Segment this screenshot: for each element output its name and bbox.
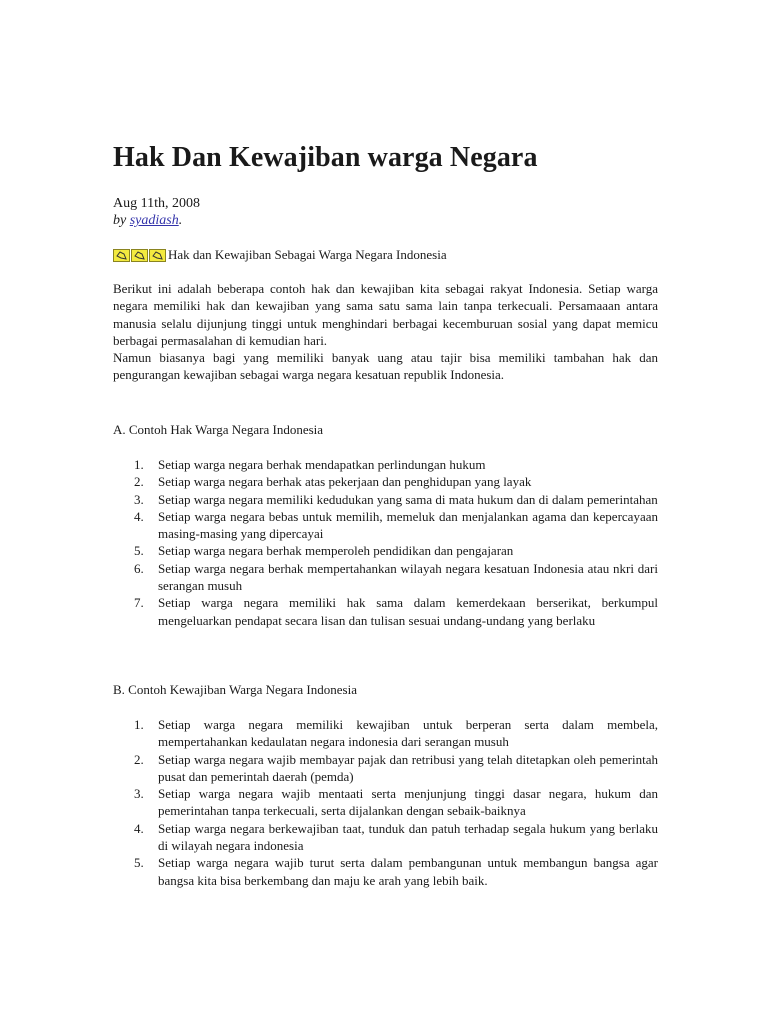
list-item-number: 5. — [134, 543, 144, 559]
list-item — [113, 473, 658, 490]
list-item-number: 3. — [134, 491, 144, 507]
section-b-heading: B. Contoh Kewajiban Warga Negara Indonesia — [113, 682, 357, 697]
list-item-text: Setiap warga negara wajib turut serta dalam pembangunan untuk membangun bangsa agar bangsa kita bisa berkembang dan maju ke arah yang lebih baik. — [158, 855, 658, 888]
byline-prefix: by — [113, 213, 130, 228]
emblem-icon-3 — [149, 249, 166, 262]
list-item-text: Setiap warga negara memiliki kedudukan yang sama di mata hukum dan di dalam pemerintahan — [158, 491, 658, 507]
kewajiban-list — [113, 716, 658, 889]
list-item-number: 1. — [134, 717, 144, 732]
list-item-text: Setiap warga negara berhak atas pekerjaan dan penghidupan yang layak — [158, 474, 532, 490]
list-item-text: Setiap warga negara bebas untuk memilih, memeluk dan menjalankan agama dan kepercayaan masing-masing yang dipercayai — [158, 508, 658, 542]
emblem-icon-2 — [131, 249, 148, 262]
rating-stars-icon — [113, 249, 167, 262]
list-item — [113, 542, 658, 559]
list-item — [113, 456, 658, 473]
list-item-text: Setiap warga negara memiliki hak sama dalam kemerdekaan berserikat, berkumpul mengeluarkan pendapat secara lisan dan tulisan sesuai undang-undang yang berlaku — [158, 595, 658, 628]
list-item-number: 5. — [134, 855, 144, 871]
list-item — [113, 491, 658, 508]
list-item-number: 1. — [134, 457, 144, 472]
list-item — [113, 508, 658, 543]
list-item-text: Setiap warga negara wajib mentaati serta menjunjung tinggi dasar negara, hukum dan pemerintahan tanpa terkecuali, serta dijalankan dengan sebaik-baiknya — [158, 786, 658, 819]
post-date: Aug 11th, 2008 — [113, 196, 200, 211]
byline-suffix: . — [178, 213, 183, 228]
list-item-number: 2. — [134, 474, 144, 490]
list-item-text: Setiap warga negara berhak memperoleh pendidikan dan pengajaran — [158, 543, 514, 559]
emblem-icon-1 — [113, 249, 130, 262]
hak-list — [113, 456, 658, 629]
intro-paragraph-2: Namun biasanya bagi yang memiliki banyak uang atau tajir bisa memiliki tambahan hak dan pengurangan kewajiban sebagai warga negara kesatuan republik Indonesia. — [113, 350, 658, 383]
list-item — [113, 716, 658, 751]
list-item-number: 6. — [134, 560, 144, 576]
author-link[interactable]: syadiash — [129, 213, 179, 228]
list-item-text: Setiap warga negara wajib membayar pajak dan retribusi yang telah ditetapkan oleh pemerintah pusat dan pemerintah daerah (pemda) — [158, 751, 658, 784]
list-item-number: 2. — [134, 751, 144, 767]
list-item-text: Setiap warga negara berhak mendapatkan perlindungan hukum — [158, 457, 486, 472]
list-item — [113, 751, 658, 786]
list-item-number: 7. — [134, 595, 144, 611]
section-a-heading: A. Contoh Hak Warga Negara Indonesia — [113, 422, 324, 437]
emblem-row — [113, 247, 447, 263]
list-item — [113, 594, 658, 629]
intro-text — [113, 280, 658, 384]
list-item — [113, 785, 658, 820]
emblem-caption: Hak dan Kewajiban Sebagai Warga Negara Indonesia — [168, 247, 447, 262]
page-title: Hak Dan Kewajiban warga Negara — [113, 142, 538, 173]
byline — [113, 213, 182, 229]
intro-paragraph-1: Berikut ini adalah beberapa contoh hak dan kewajiban kita sebagai rakyat Indonesia. Setiap warga negara memiliki hak dan kewajiban yang sama satu sama lain tanpa terkecuali. Persamaaan antara manusia selalu dijunjung tinggi untuk menghindari berbagai kecemburuan sosial yang dapat memicu berbagai permasalahan di kemudian hari. — [113, 281, 658, 348]
list-item-number: 3. — [134, 786, 144, 802]
list-item — [113, 854, 658, 889]
list-item-text: Setiap warga negara memiliki kewajiban untuk berperan serta dalam membela, mempertahankan kedaulatan negara indonesia dari serangan musuh — [158, 717, 658, 750]
list-item-number: 4. — [134, 820, 144, 836]
list-item-number: 4. — [134, 508, 144, 524]
list-item — [113, 820, 658, 855]
list-item — [113, 560, 658, 595]
list-item-text: Setiap warga negara berhak mempertahankan wilayah negara kesatuan Indonesia atau nkri dari serangan musuh — [158, 560, 658, 594]
list-item-text: Setiap warga negara berkewajiban taat, tunduk dan patuh terhadap segala hukum yang berlaku di wilayah negara indonesia — [158, 820, 658, 854]
